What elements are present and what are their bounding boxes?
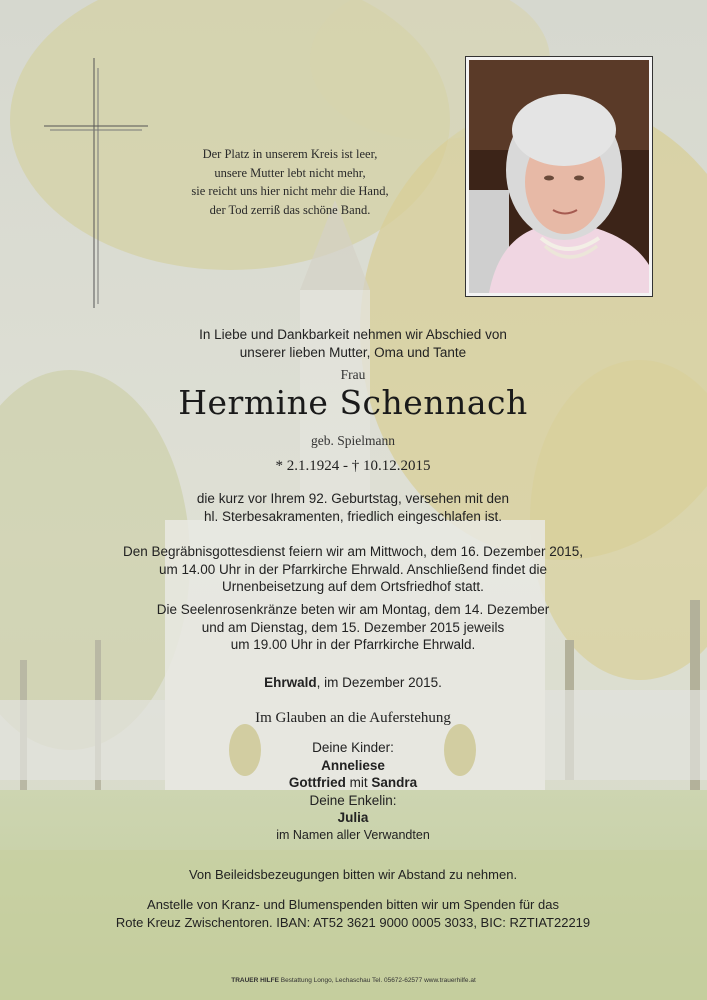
child-name: Gottfried: [288, 775, 346, 790]
place: Ehrwald: [264, 675, 317, 690]
death-notice: [103, 490, 603, 525]
relatives-line: im Namen aller Verwandten: [276, 827, 430, 842]
family-list: [103, 739, 603, 844]
rosary-info: [103, 601, 603, 654]
death-notice-line: hl. Sterbesakramenten, friedlich eingeschlafen ist.: [204, 508, 502, 524]
donation-info: [103, 896, 603, 931]
footer-text: Bestattung Longo, Lechaschau Tel. 05672-62577 www.trauerhilfe.at: [278, 977, 476, 984]
death-notice-line: die kurz vor Ihrem 92. Geburtstag, versehen mit den: [196, 491, 510, 506]
portrait-photo: [465, 56, 653, 297]
condolence-note: Von Beileidsbezeugungen bitten wir Abstand zu nehmen.: [188, 867, 518, 882]
mit-text: mit: [345, 775, 372, 790]
children-label: Deine Kinder:: [312, 740, 394, 755]
deceased-name: Hermine Schennach: [178, 383, 528, 422]
poem-line: unsere Mutter lebt nicht mehr,: [214, 165, 366, 180]
funeral-line: um 14.00 Uhr in der Pfarrkirche Ehrwald. Anschließend findet die: [159, 561, 547, 577]
intro-line: In Liebe und Dankbarkeit nehmen wir Abschied von: [199, 327, 507, 342]
grandchildren-label: Deine Enkelin:: [309, 792, 397, 808]
funeral-line: Den Begräbnisgottesdienst feiern wir am Mittwoch, dem 16. Dezember 2015,: [123, 544, 583, 559]
cross-icon: [44, 58, 148, 308]
portrait-image: [469, 60, 649, 293]
footer-brand: TRAUER HILFE: [231, 977, 279, 984]
poem-line: Der Platz in unserem Kreis ist leer,: [202, 147, 378, 161]
child-with-partner: [103, 774, 603, 792]
poem-line: der Tod zerriß das schöne Band.: [209, 202, 371, 217]
funeral-info: [103, 543, 603, 596]
faith-line: Im Glauben an die Auferstehung: [255, 710, 451, 726]
place-date-rest: , im Dezember 2015.: [316, 675, 442, 690]
intro-text: [103, 326, 603, 361]
donation-line: Rote Kreuz Zwischentoren. IBAN: AT52 3621 9000 0005 3033, BIC: RZTIAT22219: [115, 914, 591, 930]
grandchild-name: Julia: [337, 810, 369, 825]
maiden-name: geb. Spielmann: [311, 433, 395, 448]
funeral-line: Urnenbeisetzung auf dem Ortsfriedhof statt.: [222, 579, 484, 594]
partner-name: Sandra: [371, 775, 418, 790]
salutation: Frau: [340, 367, 366, 382]
rosary-line: und am Dienstag, dem 15. Dezember 2015 jeweils: [201, 619, 505, 635]
child-name: Anneliese: [321, 757, 385, 773]
poem-line: sie reicht uns hier nicht mehr die Hand,: [191, 184, 389, 198]
donation-line: Anstelle von Kranz- und Blumenspenden bitten wir um Spenden für das: [147, 897, 559, 912]
intro-line: unserer lieben Mutter, Oma und Tante: [239, 344, 467, 360]
life-dates: * 2.1.1924 - † 10.12.2015: [275, 458, 431, 474]
place-date: [103, 674, 603, 692]
rosary-line: Die Seelenrosenkränze beten wir am Montag, dem 14. Dezember: [156, 602, 550, 617]
rosary-line: um 19.00 Uhr in der Pfarrkirche Ehrwald.: [230, 637, 476, 652]
footer-credit: [0, 977, 707, 984]
memorial-poem: [160, 145, 420, 219]
